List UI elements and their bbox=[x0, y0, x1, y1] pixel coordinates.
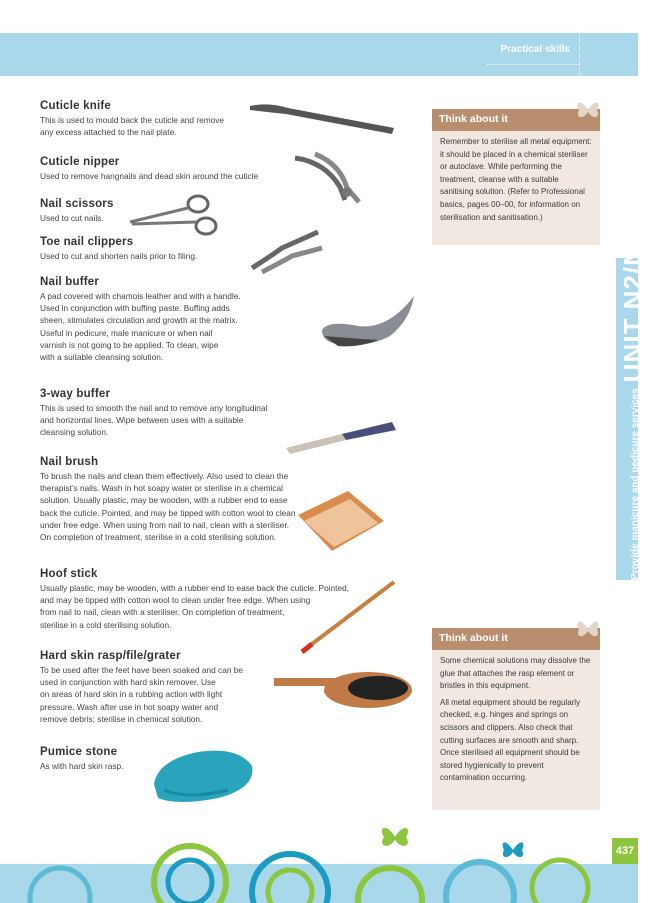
header-divider bbox=[579, 33, 580, 76]
item-line: under free edge. When using from nail to nail, clean with a steriliser. bbox=[40, 519, 290, 530]
item-title: Nail scissors bbox=[40, 198, 114, 210]
item-line: A pad covered with chamois leather and with a handle. bbox=[40, 291, 241, 301]
item-line: Usually plastic, may be wooden, with a rubber end to ease back the cuticle. Pointed, bbox=[40, 583, 350, 593]
think-box-title: Think about it bbox=[432, 628, 600, 650]
butterfly-icon bbox=[575, 617, 601, 641]
hoof-stick-image bbox=[298, 578, 398, 658]
item-hard-skin-rasp bbox=[40, 650, 243, 725]
item-title: Cuticle knife bbox=[40, 100, 111, 112]
item-title: 3-way buffer bbox=[40, 388, 111, 400]
item-title: Hard skin rasp/file/grater bbox=[40, 650, 181, 662]
nail-buffer-image bbox=[318, 290, 418, 350]
item-line: Used to cut nails. bbox=[40, 213, 104, 223]
hard-skin-rasp-image bbox=[268, 660, 418, 720]
decorative-circles bbox=[0, 812, 638, 903]
item-pumice-stone bbox=[40, 746, 123, 772]
item-line: Used in conjunction with buffing paste. Buffing adds bbox=[40, 303, 230, 314]
item-cuticle-knife bbox=[40, 100, 224, 138]
item-title: Hoof stick bbox=[40, 568, 98, 580]
header-underline bbox=[487, 64, 579, 65]
item-cuticle-nipper bbox=[40, 156, 258, 182]
butterfly-icon bbox=[500, 838, 526, 862]
cuticle-knife-image bbox=[248, 100, 398, 140]
item-title: Pumice stone bbox=[40, 746, 118, 758]
item-3-way-buffer bbox=[40, 388, 267, 439]
think-box-text: All metal equipment should be regularly checked, e.g. hinges and springs on scissors and clippers. Also check that cutting surfaces are smooth and sharp. Once sterilised all equipment should be stored hygienically to prevent contamination occurring. bbox=[440, 697, 581, 783]
item-title: Cuticle nipper bbox=[40, 156, 120, 168]
item-nail-scissors bbox=[40, 198, 114, 224]
item-title: Nail buffer bbox=[40, 276, 100, 288]
item-line: and horizontal lines. Wipe between uses with a suitable bbox=[40, 415, 244, 426]
item-line: with a suitable cleansing solution. bbox=[40, 352, 164, 363]
item-line: Useful in pedicure, male manicure or when nail bbox=[40, 327, 213, 338]
item-line: on areas of hard skin in a rubbing action with light bbox=[40, 689, 223, 700]
item-line: Used to cut and shorten nails prior to filing. bbox=[40, 251, 198, 261]
toe-nail-clippers-image bbox=[248, 228, 328, 276]
think-box-text: Some chemical solutions may dissolve the glue that attaches the rasp element or bristles in this equipment. bbox=[440, 656, 591, 691]
item-line: cleansing solution. bbox=[40, 427, 109, 438]
sidebar-unit-text: Provide manicure and pedicure services bbox=[630, 388, 641, 580]
item-line: varnish is not going to be applied. To clean, wipe bbox=[40, 339, 219, 350]
item-line: This is used to mould back the cuticle and remove bbox=[40, 115, 225, 125]
think-box-title: Think about it bbox=[432, 109, 600, 131]
item-line: used in conjunction with hard skin remover. Use bbox=[40, 677, 216, 688]
pumice-stone-image bbox=[148, 740, 258, 806]
butterfly-icon bbox=[575, 98, 601, 122]
item-line: To brush the nails and clean them effectively. Also used to clean the bbox=[40, 471, 289, 481]
item-title: Toe nail clippers bbox=[40, 236, 134, 248]
item-line: solution. Usually plastic, may be wooden, with a rubber end to ease bbox=[40, 495, 288, 506]
3-way-buffer-image bbox=[282, 418, 398, 458]
section-title: Practical skills bbox=[500, 44, 570, 55]
cuticle-nipper-image bbox=[285, 152, 375, 212]
think-box-text: Remember to sterilise all metal equipment: it should be placed in a chemical steriliser or autoclave. While performing the treatment, cleanse with a suitable sanitising solution. (Refer to Professional basics, pages 00–00, for information on sterilisation and sanitisation.) bbox=[440, 137, 592, 222]
item-title: Nail brush bbox=[40, 456, 99, 468]
item-line: and may be tipped with cotton wool to clean under free edge. When using bbox=[40, 595, 311, 606]
item-nail-buffer bbox=[40, 276, 241, 363]
item-line: On completion of treatment, sterilise in a cold sterilising solution. bbox=[40, 532, 277, 543]
item-line: from nail to nail, clean with a steriliser. On completion of treatment, bbox=[40, 607, 285, 618]
item-line: To be used after the feet have been soaked and can be bbox=[40, 665, 243, 675]
item-line: This is used to smooth the nail and to remove any longitudinal bbox=[40, 403, 268, 413]
item-nail-brush bbox=[40, 456, 296, 543]
item-line: sterilise in a cold sterilising solution. bbox=[40, 619, 172, 630]
sidebar-title bbox=[618, 230, 648, 580]
item-line: pressure. Wash after use in hot soapy water and bbox=[40, 701, 219, 712]
page-number: 437 bbox=[612, 838, 638, 864]
item-line: sheen, stimulates circulation and growth at the matrix. bbox=[40, 315, 238, 326]
think-about-it-box-2 bbox=[432, 628, 600, 810]
butterfly-icon bbox=[378, 822, 412, 852]
sidebar-unit-code: UNIT N2/N3 bbox=[618, 230, 648, 383]
nail-scissors-image bbox=[128, 190, 223, 240]
item-line: Used to remove hangnails and dead skin around the cuticle bbox=[40, 171, 259, 181]
think-about-it-box-1 bbox=[432, 109, 600, 245]
item-line: remove debris; sterilise in chemical solution. bbox=[40, 713, 203, 724]
item-line: back the cuticle. Pointed, and may be tipped with cotton wool to clean bbox=[40, 507, 296, 518]
nail-brush-image bbox=[288, 485, 388, 557]
item-line: As with hard skin rasp. bbox=[40, 761, 124, 771]
item-line: therapist’s nails. Wash in hot soapy water or sterilise in a chemical bbox=[40, 483, 284, 494]
item-line: any excess attached to the nail plate. bbox=[40, 127, 177, 138]
